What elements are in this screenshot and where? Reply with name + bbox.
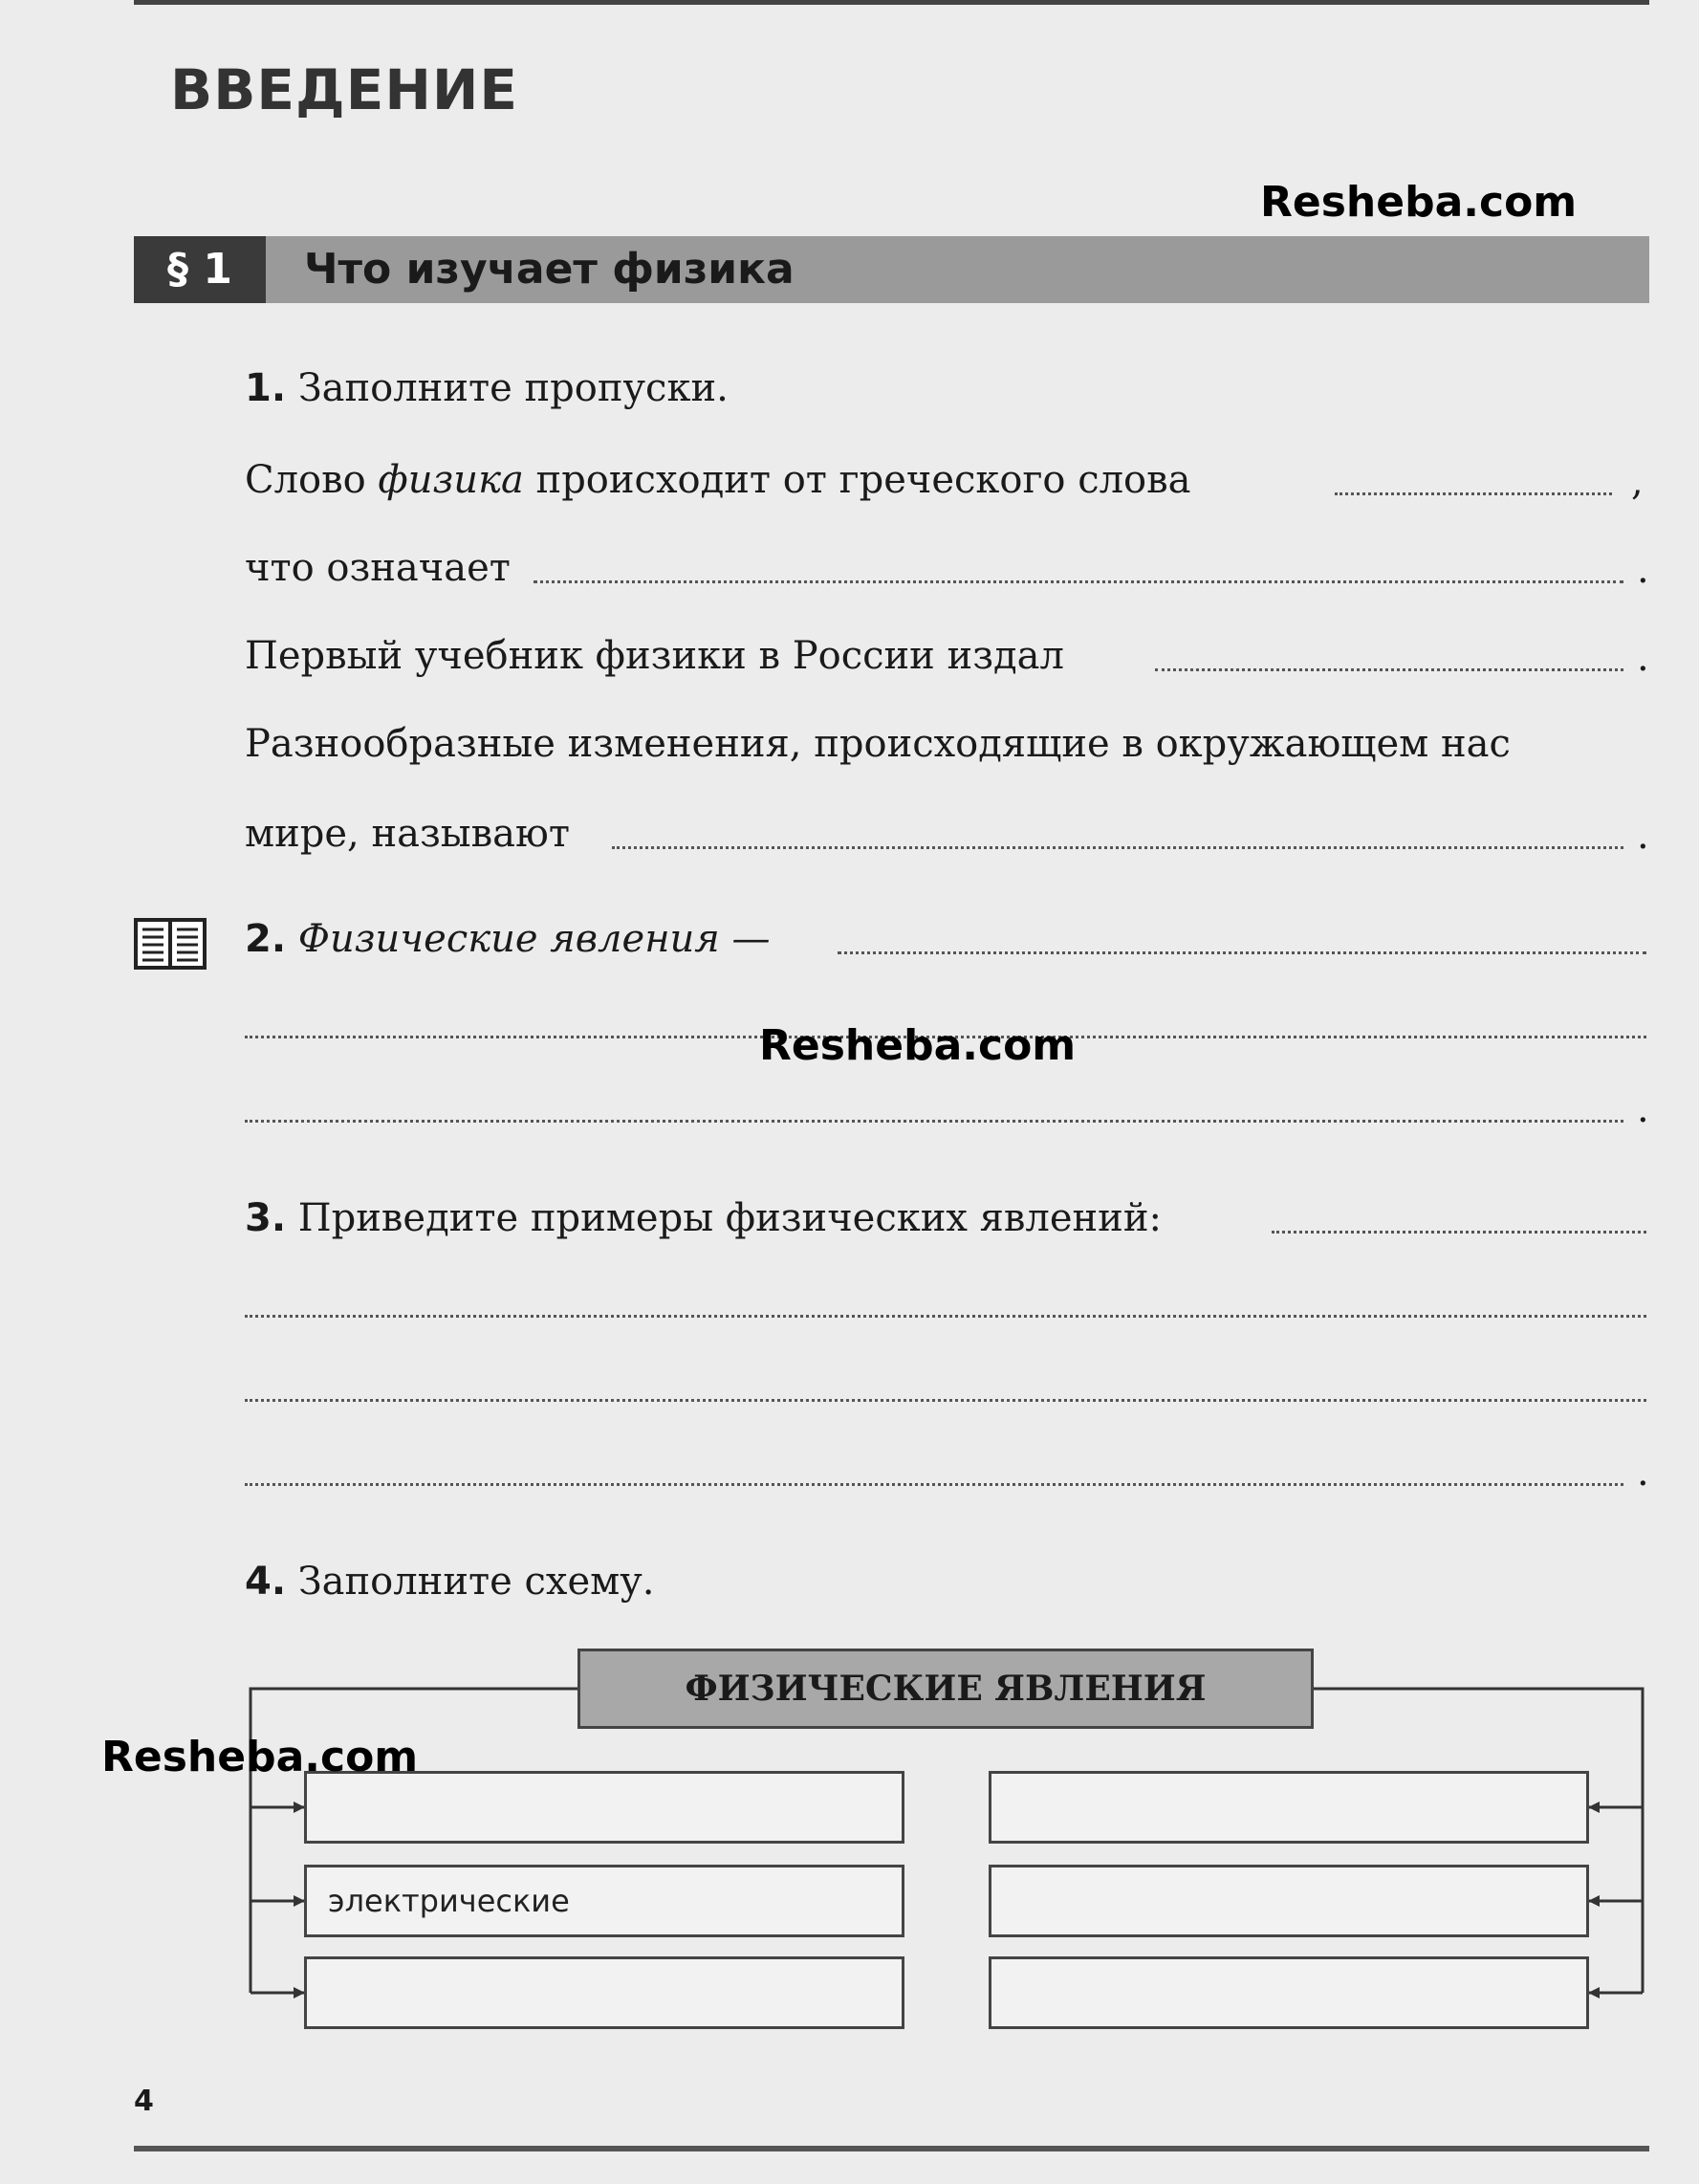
task4-title: Заполните схему.	[297, 1560, 655, 1604]
section-title: Что изучает физика	[304, 245, 795, 294]
comma: ,	[1631, 460, 1644, 504]
scheme-box-left-2[interactable]	[304, 1865, 904, 1937]
period: .	[1637, 1087, 1649, 1131]
watermark: Resheba.com	[101, 1733, 419, 1781]
task1-line3: Первый учебник физики в России издал	[245, 634, 1064, 678]
scheme-header: ФИЗИЧЕСКИЕ ЯВЛЕНИЯ	[577, 1649, 1314, 1729]
task1-line1-start: Слово	[245, 458, 379, 502]
watermark: Resheba.com	[759, 1021, 1077, 1070]
task2-number: 2.	[245, 917, 287, 961]
task1-title: Заполните пропуски.	[297, 366, 729, 410]
scheme-box-left-1[interactable]	[304, 1771, 904, 1844]
scheme-box-label: электрические	[328, 1883, 570, 1919]
period: .	[1637, 814, 1649, 858]
period: .	[1637, 636, 1649, 680]
task2-title: Физические явления —	[297, 917, 771, 961]
task3-title: Приведите примеры физических явлений:	[297, 1196, 1162, 1240]
task1-line1-emphasis: физика	[378, 458, 524, 502]
period: .	[1637, 548, 1649, 592]
watermark: Resheba.com	[1260, 178, 1578, 227]
task1-number: 1.	[245, 366, 287, 410]
chapter-title: ВВЕДЕНИЕ	[170, 57, 519, 122]
task3-number: 3.	[245, 1196, 287, 1240]
task1-line4: Разнообразные изменения, происходящие в окружающем нас	[245, 722, 1511, 766]
task1-line1-end: происходит от греческого слова	[523, 458, 1191, 502]
scheme-box-right-3[interactable]	[989, 1956, 1589, 2029]
bottom-rule	[134, 2146, 1649, 2151]
period: .	[1637, 1451, 1649, 1495]
task4-number: 4.	[245, 1560, 287, 1604]
task1-line5: мире, называют	[245, 812, 570, 856]
section-number: § 1	[134, 236, 266, 303]
scheme-box-right-1[interactable]	[989, 1771, 1589, 1844]
scheme-box-right-2[interactable]	[989, 1865, 1589, 1937]
task1-line2: что означает	[245, 546, 511, 590]
page-number: 4	[134, 2085, 154, 2118]
scheme-box-left-3[interactable]	[304, 1956, 904, 2029]
